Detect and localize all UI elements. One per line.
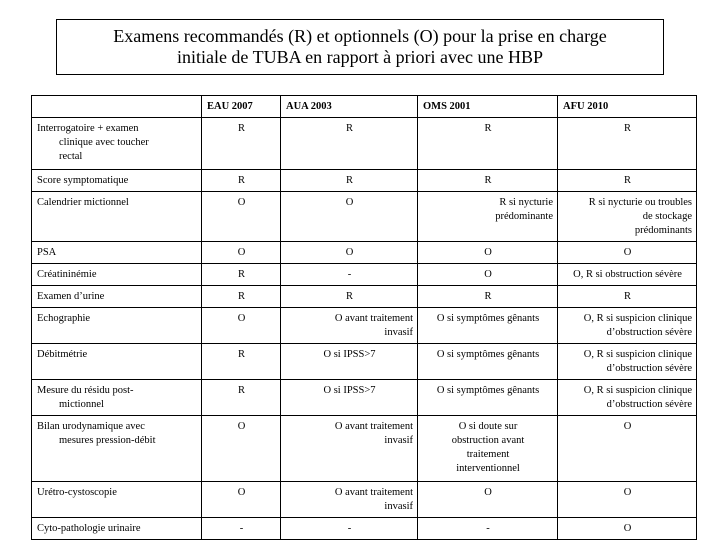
row-label-cell [32,518,202,540]
cell-aua [281,286,418,308]
cell-aua [281,518,418,540]
row-label: Créatininémie [37,269,97,280]
cell-afu-text: O, R si obstruction sévère [573,269,682,280]
row-label-cell [32,482,202,518]
cell-afu-text: R [623,291,631,302]
cell-oms [418,518,558,540]
cell-aua-text: - [347,523,352,534]
cell-afu-text: R [623,123,631,134]
cell-afu-text: O, R si suspicion clinique [583,349,692,360]
cell-afu [558,380,697,416]
cell-eau-text: - [239,523,244,534]
row-label: Urétro-cystoscopie [37,487,117,498]
cell-oms-text: O si doute sur [458,421,518,432]
cell-eau-text: O [237,247,246,258]
cell-afu-text: prédominants [634,225,692,236]
row-label: Examen d’urine [37,291,105,302]
cell-oms-text: R [484,291,492,302]
cell-eau-text: O [237,197,246,208]
table-row [32,380,697,416]
cell-afu-text: O [623,487,632,498]
cell-aua [281,170,418,192]
cell-oms [418,416,558,482]
table-row [32,242,697,264]
row-label-cell [32,416,202,482]
cell-eau-text: R [237,291,245,302]
cell-aua-text: O si IPSS>7 [323,349,376,360]
cell-oms [418,264,558,286]
cell-afu [558,416,697,482]
row-label-cell [32,264,202,286]
cell-eau-text: R [237,175,245,186]
exam-table [31,95,697,540]
cell-oms [418,286,558,308]
cell-eau [202,242,281,264]
cell-eau [202,416,281,482]
cell-afu-text: de stockage [642,211,692,222]
cell-aua [281,192,418,242]
cell-eau-text: R [237,385,245,396]
cell-oms-text: R [484,175,492,186]
cell-aua-text: R [345,175,353,186]
cell-aua-text: O avant traitement [334,487,413,498]
cell-afu [558,344,697,380]
cell-oms-text: traitement [466,449,510,460]
cell-eau-text: R [237,269,245,280]
header-eau: EAU 2007 [202,96,281,118]
cell-oms-text: - [486,523,490,534]
cell-oms [418,482,558,518]
cell-oms-text: obstruction avant [451,435,525,446]
cell-aua-text: O [345,247,354,258]
cell-aua-text: - [347,269,352,280]
cell-afu [558,118,697,170]
cell-aua [281,344,418,380]
cell-afu-text: d’obstruction sévère [606,399,692,410]
row-label: PSA [37,247,57,258]
cell-oms-text: interventionnel [456,463,520,474]
row-label: Interrogatoire + examen [37,123,139,134]
cell-afu [558,192,697,242]
cell-eau [202,192,281,242]
cell-eau-text: R [237,123,245,134]
cell-afu [558,518,697,540]
cell-afu-text: R [623,175,631,186]
cell-aua [281,308,418,344]
cell-oms [418,380,558,416]
cell-oms-text: prédominante [495,211,553,222]
table-row [32,118,697,170]
cell-oms-text: O [484,487,492,498]
cell-oms [418,344,558,380]
cell-afu-text: O [623,421,632,432]
row-label: Calendrier mictionnel [37,197,129,208]
cell-eau [202,344,281,380]
cell-eau [202,308,281,344]
cell-oms [418,308,558,344]
cell-afu-text: R si nycturie ou troubles [588,197,692,208]
cell-oms-text: O si symptômes gênants [436,349,540,360]
cell-eau [202,518,281,540]
row-label-cell [32,170,202,192]
title-line-1: Examens recommandés (R) et optionnels (O) pour la prise en charge [113,26,607,46]
row-label: Score symptomatique [37,175,129,186]
cell-afu [558,482,697,518]
row-label-continuation: rectal [59,151,83,162]
row-label-cell [32,242,202,264]
row-label-cell [32,286,202,308]
row-label: Cyto-pathologie urinaire [37,523,141,534]
cell-afu [558,286,697,308]
cell-oms [418,170,558,192]
cell-eau [202,380,281,416]
cell-afu-text: O [623,247,632,258]
table-row [32,192,697,242]
table-row [32,308,697,344]
cell-aua [281,264,418,286]
header-oms: OMS 2001 [418,96,558,118]
table-row [32,416,697,482]
cell-eau-text: O [237,421,246,432]
row-label-cell [32,118,202,170]
cell-oms [418,242,558,264]
cell-oms-text: O si symptômes gênants [436,385,540,396]
cell-oms-text: R si nycturie [499,197,553,208]
cell-afu-text: d’obstruction sévère [606,327,692,338]
cell-afu [558,308,697,344]
table-row [32,264,697,286]
cell-aua-text: O si IPSS>7 [323,385,376,396]
table-row [32,344,697,380]
header-aua: AUA 2003 [281,96,418,118]
row-label-cell [32,308,202,344]
cell-afu [558,264,697,286]
cell-eau [202,264,281,286]
cell-oms [418,118,558,170]
cell-eau [202,118,281,170]
header-cell-empty [32,96,202,118]
table-row [32,518,697,540]
cell-aua-text: O [345,197,354,208]
row-label: Bilan urodynamique avec [37,421,145,432]
row-label: Débitmétrie [37,349,88,360]
cell-afu-text: d’obstruction sévère [606,363,692,374]
cell-eau-text: R [237,349,245,360]
cell-afu-text: O, R si suspicion clinique [583,385,692,396]
table-row [32,482,697,518]
cell-oms-text: O [484,247,492,258]
cell-afu [558,242,697,264]
cell-eau-text: O [237,487,246,498]
header-afu: AFU 2010 [558,96,697,118]
cell-oms-text: O [484,269,492,280]
row-label: Echographie [37,313,91,324]
cell-aua [281,416,418,482]
cell-oms-text: R [484,123,492,134]
cell-oms-text: O si symptômes gênants [436,313,540,324]
title-line-2: initiale de TUBA en rapport à priori avec une HBP [176,47,544,67]
cell-aua-text: O avant traitement [334,421,413,432]
table-row [32,170,697,192]
cell-aua-text: invasif [384,501,413,512]
cell-aua [281,482,418,518]
row-label-continuation: mesures pression-débit [59,435,156,446]
cell-eau-text: O [237,313,246,324]
cell-aua-text: R [345,123,353,134]
row-label-cell [32,380,202,416]
cell-afu-text: O, R si suspicion clinique [583,313,692,324]
cell-aua-text: O avant traitement [334,313,413,324]
cell-aua-text: invasif [384,435,413,446]
cell-eau [202,482,281,518]
cell-aua [281,380,418,416]
slide-title [56,19,664,75]
cell-aua-text: R [345,291,353,302]
cell-afu [558,170,697,192]
cell-aua-text: invasif [384,327,413,338]
row-label-continuation: mictionnel [59,399,104,410]
cell-aua [281,242,418,264]
cell-afu-text: O [623,523,632,534]
row-label-continuation: clinique avec toucher [59,137,149,148]
row-label: Mesure du résidu post- [37,385,134,396]
row-label-cell [32,192,202,242]
cell-aua [281,118,418,170]
cell-eau [202,170,281,192]
cell-eau [202,286,281,308]
table-row [32,286,697,308]
table-body [32,118,697,540]
row-label-cell [32,344,202,380]
header-row [32,96,697,118]
cell-oms [418,192,558,242]
